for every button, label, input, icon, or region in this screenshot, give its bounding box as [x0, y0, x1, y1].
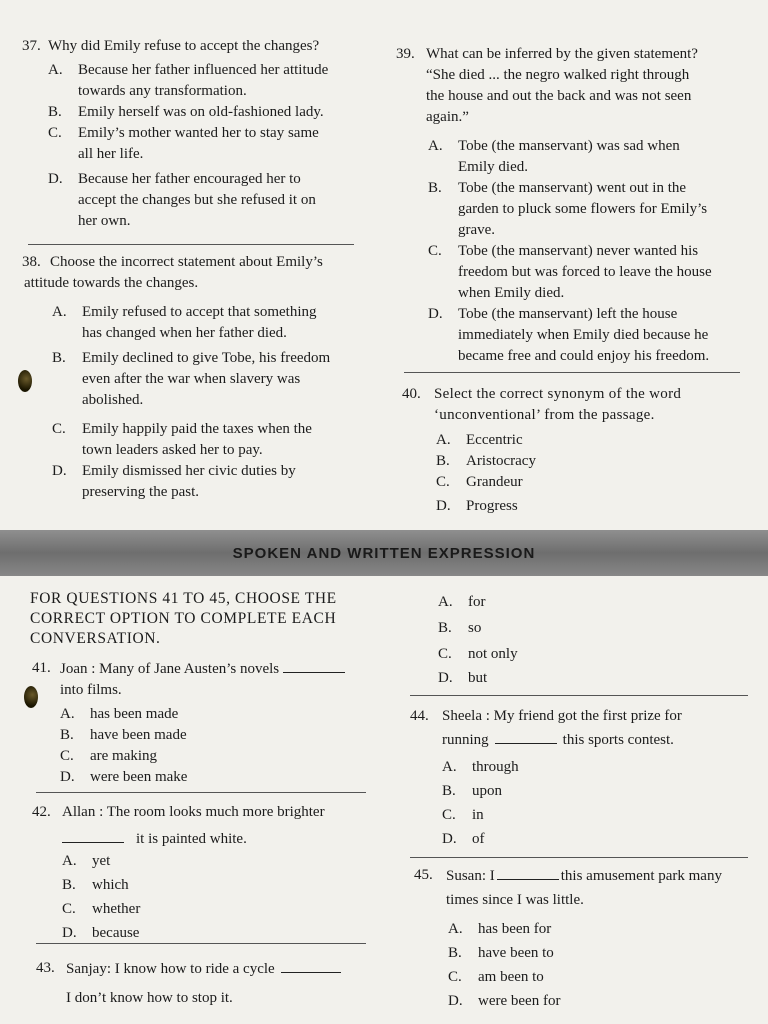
answer-blank [495, 729, 557, 744]
option-d[interactable] [62, 923, 372, 944]
option-c[interactable] [48, 123, 362, 165]
question-45 [410, 865, 750, 1012]
question-number: 38. [22, 254, 41, 270]
section-instruction [30, 589, 370, 649]
option-text: accept the changes but she refused it on [78, 192, 316, 208]
section-banner [0, 530, 768, 576]
option-letter: A. [52, 304, 67, 320]
question-44 [410, 706, 750, 850]
option-letter: B. [62, 877, 76, 893]
option-text: has been for [478, 921, 552, 937]
option-letter: D. [438, 670, 453, 686]
instruction-line: CORRECT OPTION TO COMPLETE EACH [30, 610, 337, 627]
option-text: Tobe (the manservant) never wanted his [458, 243, 699, 259]
option-text: Emily declined to give Tobe, his freedom [82, 350, 331, 366]
option-text: which [92, 877, 129, 893]
option-text: garden to pluck some flowers for Emily’s [458, 201, 708, 217]
option-text: of [472, 831, 485, 847]
option-a[interactable] [52, 302, 362, 344]
option-text: freedom but was forced to leave the house [458, 264, 712, 280]
option-text: all her life. [78, 146, 144, 162]
option-d[interactable] [448, 991, 750, 1012]
option-letter: C. [442, 807, 456, 823]
question-text: into films. [60, 682, 122, 698]
question-40 [396, 384, 746, 517]
question-43 [32, 958, 372, 1009]
option-c[interactable] [438, 644, 750, 665]
question-42 [32, 802, 372, 944]
option-letter: C. [60, 748, 74, 764]
option-b[interactable] [62, 875, 372, 896]
question-text: I don’t know how to stop it. [66, 990, 233, 1006]
binder-hole-mark [24, 686, 38, 708]
option-text: not only [468, 646, 518, 662]
option-b[interactable] [448, 943, 750, 964]
option-text: even after the war when slavery was [82, 371, 301, 387]
option-text: her own. [78, 213, 131, 229]
question-text: it is painted white. [136, 831, 247, 847]
option-text: Emily happily paid the taxes when the [82, 421, 312, 437]
option-letter: A. [448, 921, 463, 937]
question-text-line: Select the correct synonym of the word [434, 386, 682, 402]
option-b[interactable] [52, 348, 362, 411]
question-text-line: ‘unconventional’ from the passage. [434, 407, 655, 423]
option-letter: D. [48, 171, 63, 187]
question-number: 39. [396, 46, 415, 62]
option-text: Tobe (the manservant) was sad when [458, 138, 680, 154]
question-39 [396, 44, 746, 367]
option-letter: B. [442, 783, 456, 799]
option-text: when Emily died. [458, 285, 565, 301]
option-c[interactable] [442, 805, 750, 826]
option-c[interactable] [52, 419, 362, 461]
question-text-line: again.” [426, 109, 469, 125]
option-text: Emily dismissed her civic duties by [82, 463, 296, 479]
option-text: are making [90, 748, 158, 764]
option-letter: D. [52, 463, 67, 479]
option-text: were been for [478, 993, 561, 1009]
option-letter: B. [48, 104, 62, 120]
option-letter: C. [438, 646, 452, 662]
divider [404, 372, 740, 373]
option-d[interactable] [48, 169, 362, 232]
question-41 [32, 658, 372, 788]
question-text: Why did Emily refuse to accept the changes? [48, 38, 320, 54]
option-letter: B. [428, 180, 442, 196]
option-text: yet [92, 853, 111, 869]
option-letter: A. [438, 594, 453, 610]
option-c[interactable] [428, 241, 746, 304]
option-letter: A. [442, 759, 457, 775]
option-text: because [92, 925, 140, 941]
answer-blank [62, 828, 124, 843]
instruction-line: FOR QUESTIONS 41 TO 45, CHOOSE THE [30, 590, 337, 607]
option-letter: C. [436, 474, 450, 490]
option-text: but [468, 670, 488, 686]
option-a[interactable] [436, 430, 746, 451]
option-text: Emily’s mother wanted her to stay same [78, 125, 319, 141]
option-b[interactable] [428, 178, 746, 241]
option-text: for [468, 594, 486, 610]
option-text: Because her father encouraged her to [78, 171, 301, 187]
question-text [50, 252, 362, 273]
option-letter: A. [60, 706, 75, 722]
option-letter: B. [52, 350, 66, 366]
section-title: SPOKEN AND WRITTEN EXPRESSION [232, 544, 536, 562]
option-d[interactable] [52, 461, 362, 503]
option-a[interactable] [448, 919, 750, 940]
question-text: Joan : Many of Jane Austen’s novels [60, 661, 280, 677]
option-letter: B. [448, 945, 462, 961]
question-number: 40. [402, 386, 421, 402]
option-letter: C. [48, 125, 62, 141]
option-letter: C. [62, 901, 76, 917]
option-a[interactable] [60, 704, 372, 725]
option-text: immediately when Emily died because he [458, 327, 709, 343]
option-b[interactable] [60, 725, 372, 746]
option-d[interactable] [438, 668, 750, 689]
question-37 [22, 36, 362, 232]
option-text: Emily herself was on old-fashioned lady. [78, 104, 324, 120]
option-d[interactable] [60, 767, 372, 788]
option-text: towards any transformation. [78, 83, 247, 99]
question-text: running [442, 732, 489, 748]
divider [28, 244, 354, 245]
question-text: this sports contest. [562, 732, 674, 748]
option-a[interactable] [48, 60, 362, 102]
question-number: 45. [414, 867, 433, 883]
option-text: Because her father influenced her attitude [78, 62, 329, 78]
option-a[interactable] [438, 592, 750, 613]
option-text: Tobe (the manservant) went out in the [458, 180, 687, 196]
question-text-line: attitude towards the changes. [24, 275, 199, 291]
divider [36, 792, 366, 793]
option-letter: C. [428, 243, 442, 259]
option-b[interactable] [436, 451, 746, 472]
option-b[interactable] [48, 102, 362, 123]
option-text: am been to [478, 969, 544, 985]
option-letter: D. [442, 831, 457, 847]
question-text-line: Choose the incorrect statement about Emily’s [50, 254, 323, 270]
option-text: so [468, 620, 482, 636]
option-a[interactable] [62, 851, 372, 872]
question-text-line: “She died ... the negro walked right through [426, 67, 690, 83]
option-letter: A. [436, 432, 451, 448]
question-number: 37. [22, 38, 41, 54]
option-d[interactable] [436, 496, 746, 517]
option-c[interactable] [62, 899, 372, 920]
question-text: Sanjay: I know how to ride a cycle [66, 961, 275, 977]
option-text: whether [92, 901, 141, 917]
option-a[interactable] [442, 757, 750, 778]
option-c[interactable] [436, 472, 746, 493]
option-text: through [472, 759, 519, 775]
option-d[interactable] [428, 304, 746, 367]
question-text: Allan : The room looks much more brighter [62, 804, 325, 820]
option-c[interactable] [448, 967, 750, 988]
question-number: 43. [36, 960, 55, 976]
answer-blank [497, 865, 559, 880]
option-letter: C. [448, 969, 462, 985]
option-letter: D. [62, 925, 77, 941]
question-text-line: the house and out the back and was not seen [426, 88, 692, 104]
option-letter: A. [48, 62, 63, 78]
option-text: Aristocracy [466, 453, 536, 469]
option-text: grave. [458, 222, 496, 238]
option-letter: D. [60, 769, 75, 785]
answer-blank [281, 958, 341, 973]
question-number: 44. [410, 708, 429, 724]
question-text: times since I was little. [446, 892, 584, 908]
question-number: 41. [32, 660, 51, 676]
question-38 [22, 252, 362, 503]
question-text: Sheela : My friend got the first prize for [442, 708, 682, 724]
question-text: Susan: I [446, 868, 495, 884]
option-letter: B. [438, 620, 452, 636]
option-letter: D. [448, 993, 463, 1009]
question-43-options [410, 592, 750, 689]
option-a[interactable] [428, 136, 746, 178]
question-text-line: What can be inferred by the given statement? [426, 46, 698, 62]
answer-blank [283, 658, 345, 673]
option-text: in [472, 807, 484, 823]
option-letter: D. [428, 306, 443, 322]
option-text: upon [472, 783, 502, 799]
option-b[interactable] [438, 618, 750, 639]
option-text: has changed when her father died. [82, 325, 287, 341]
question-text: this amusement park many [560, 868, 722, 884]
option-text: preserving the past. [82, 484, 200, 500]
option-text: Grandeur [466, 474, 523, 490]
option-text: Emily died. [458, 159, 528, 175]
option-letter: D. [436, 498, 451, 514]
divider [410, 857, 748, 858]
option-letter: A. [428, 138, 443, 154]
option-text: Tobe (the manservant) left the house [458, 306, 678, 322]
option-text: Progress [466, 498, 518, 514]
divider [410, 695, 748, 696]
option-text: became free and could enjoy his freedom. [458, 348, 710, 364]
option-text: have been made [90, 727, 187, 743]
option-letter: A. [62, 853, 77, 869]
option-text: have been to [478, 945, 554, 961]
option-letter: B. [60, 727, 74, 743]
option-text: Emily refused to accept that something [82, 304, 317, 320]
option-text: Eccentric [466, 432, 523, 448]
instruction-line: CONVERSATION. [30, 630, 161, 647]
option-b[interactable] [442, 781, 750, 802]
option-letter: B. [436, 453, 450, 469]
question-number: 42. [32, 804, 51, 820]
option-d[interactable] [442, 829, 750, 850]
option-letter: C. [52, 421, 66, 437]
option-text: town leaders asked her to pay. [82, 442, 263, 458]
option-text: abolished. [82, 392, 144, 408]
option-text: has been made [90, 706, 179, 722]
option-c[interactable] [60, 746, 372, 767]
option-text: were been make [90, 769, 188, 785]
binder-hole-mark [18, 370, 32, 392]
divider [36, 943, 366, 944]
